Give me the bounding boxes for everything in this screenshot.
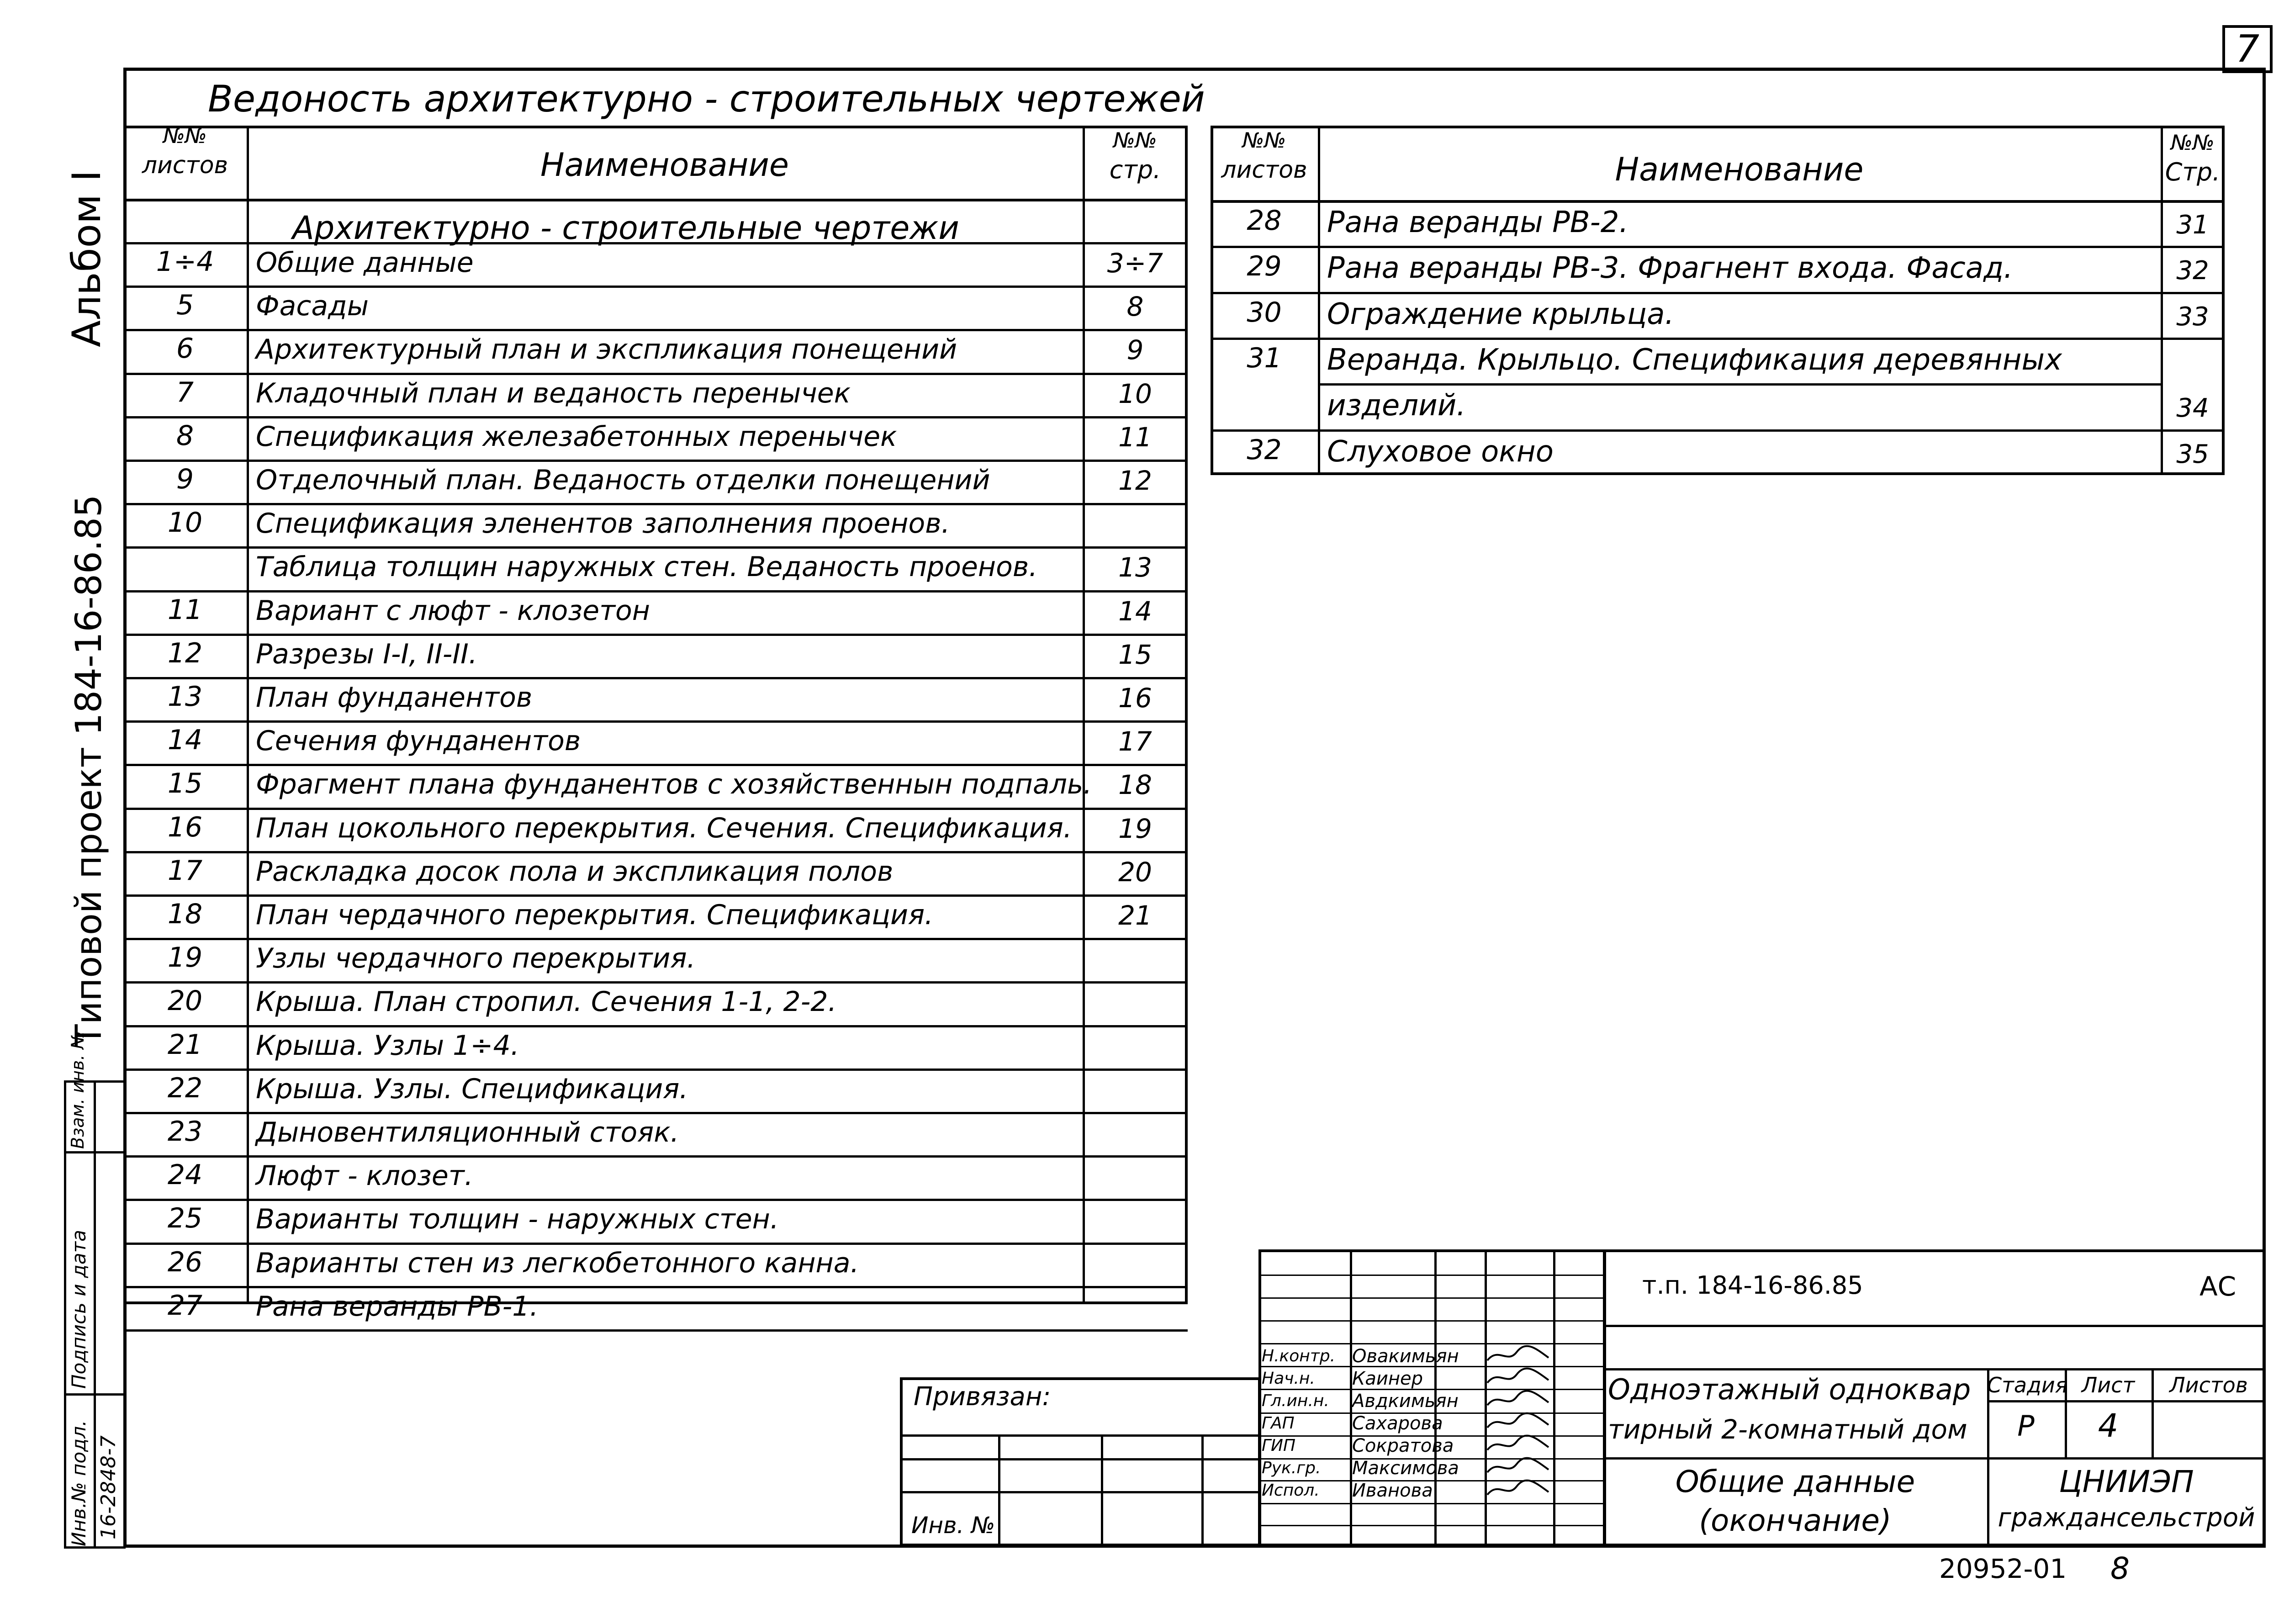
binding-line-1 [900, 1434, 1261, 1437]
sheet-number: 6 [176, 333, 194, 365]
row-line [1211, 338, 2225, 340]
stamp-grid-line [1258, 1297, 1606, 1299]
project-label: Типовой проект 184-16-86.85 [69, 494, 110, 1046]
sheet-name: Фрагмент плана фунданентов с хозяйственнын подпаль. [256, 768, 1092, 801]
right-col-sheet-h2: листов [1221, 156, 1307, 184]
title-block-line-3 [1603, 1457, 2266, 1460]
sheet-name: Сечения фунданентов [256, 725, 581, 757]
stage-mark: АС [2199, 1271, 2236, 1302]
stamp-grid-line [1258, 1389, 1606, 1390]
sheet-name: План цокольного перекрытия. Сечения. Спецификация. [256, 812, 1072, 844]
right-col-page-h2: Стр. [2165, 158, 2221, 186]
binding-inv-label: Инв. № [911, 1512, 995, 1539]
sheet-name: Таблица толщин наружных стен. Веданость проенов. [256, 551, 1038, 583]
sheet-name: Рана веранды РВ-3. Фрагнент входа. Фасад. [1327, 251, 2013, 286]
sheet-number: 28 [1247, 205, 1282, 237]
sheet-name: Общие данные [256, 247, 474, 279]
right-col-sheet-h1: №№ [1242, 128, 1286, 153]
left-table-header-line [123, 199, 1188, 201]
stamp-grid-line [1258, 1343, 1606, 1344]
sheet-name: Крыша. Узлы. Спецификация. [256, 1073, 688, 1105]
title-block-line-1 [1603, 1325, 2266, 1327]
sheet-number: 26 [167, 1246, 203, 1278]
sheet-number: 31 [1247, 342, 1282, 374]
role-person: Каинер [1352, 1368, 1423, 1389]
row-line [123, 894, 1188, 897]
row-line [123, 373, 1188, 375]
page-number: 11 [1118, 421, 1152, 453]
page-number: 19 [1118, 813, 1152, 844]
row-line [123, 416, 1188, 418]
sheet-number: 22 [167, 1072, 203, 1104]
binding-col-1 [998, 1434, 1000, 1546]
sheet-number: 21 [167, 1028, 203, 1061]
sheet-name: Рана веранды РВ-2. [1327, 206, 1628, 239]
organization-1: ЦНИИЭП [2059, 1464, 2194, 1499]
row-line [123, 286, 1188, 288]
sheet-name: Вариант с люфт - клозетон [256, 594, 650, 627]
sheet-title-1: Общие данные [1675, 1464, 1915, 1499]
row-line [123, 329, 1188, 331]
row-line [123, 242, 1188, 244]
page-number: 34 [2176, 393, 2209, 423]
page-number: 8 [1126, 291, 1144, 323]
row-line [1318, 383, 2161, 386]
sheet-number: 1÷4 [156, 246, 214, 278]
row-line [1211, 292, 2225, 294]
stamp-grid-line [1258, 1275, 1606, 1276]
sheet-number: 18 [167, 898, 203, 930]
role-title: Нач.н. [1262, 1369, 1315, 1388]
row-line [123, 764, 1188, 766]
row-line [1211, 429, 2225, 432]
col-stage-header: Стадия [1987, 1373, 2068, 1397]
signature-mark [1485, 1456, 1553, 1478]
right-table-header-line [1211, 200, 2225, 203]
sheet-number: 25 [167, 1202, 203, 1235]
left-col-name-header: Наименование [540, 146, 789, 184]
stamp-grid-line [1258, 1525, 1606, 1526]
sheet-number: 24 [167, 1159, 203, 1191]
row-line [123, 1069, 1188, 1071]
stamp-grid-line [1258, 1503, 1606, 1504]
role-title: Испол. [1262, 1481, 1320, 1500]
left-col-sheet-h2: листов [142, 152, 228, 179]
sheet-number: 11 [167, 593, 203, 626]
row-line [123, 460, 1188, 462]
row-line [123, 720, 1188, 723]
row-line [123, 1199, 1188, 1201]
sheet-number: 14 [167, 724, 203, 756]
role-person: Иванова [1352, 1480, 1433, 1501]
binding-col-3 [1201, 1434, 1204, 1546]
role-title: Рук.гр. [1262, 1459, 1321, 1477]
row-line [123, 1155, 1188, 1158]
sheet-number: 7 [176, 376, 194, 408]
row-line [123, 1286, 1188, 1288]
row-line [123, 1243, 1188, 1245]
sheet-name: Веранда. Крыльцо. Спецификация деревянных [1327, 343, 2062, 377]
row-line [123, 503, 1188, 505]
sheet-name: Крыша. Узлы 1÷4. [256, 1029, 519, 1062]
role-person: Овакимьян [1352, 1346, 1459, 1367]
sheet-name: Варианты толщин - наружных стен. [256, 1203, 779, 1236]
page-number: 20 [1118, 856, 1152, 888]
sheet-title-2: (окончание) [1699, 1503, 1892, 1538]
row-line [123, 1025, 1188, 1027]
col-sheets-header: Листов [2169, 1373, 2248, 1397]
row-line [123, 677, 1188, 679]
row-line [123, 1329, 1188, 1332]
row-line [123, 634, 1188, 636]
margin-stamp-col-3: Взам. инв. № [68, 1031, 88, 1149]
sheet-number: 32 [1247, 434, 1282, 466]
sheet-name: Варианты стен из легкобетонного канна. [256, 1247, 859, 1279]
sheet-name: Фасады [256, 290, 369, 323]
margin-stamp-line-2 [64, 1393, 126, 1396]
right-col-name-header: Наименование [1615, 151, 1864, 188]
footer-sheet-number: 8 [2110, 1551, 2130, 1586]
page-number: 9 [1126, 334, 1144, 366]
page-number: 31 [2176, 210, 2209, 240]
object-name-line-2: тирный 2-комнатный дом [1608, 1414, 1967, 1445]
sheet-number: 13 [167, 681, 203, 713]
margin-stamp-line-1 [64, 1151, 126, 1153]
sheet-number: 23 [167, 1116, 203, 1148]
binding-col-2 [1101, 1434, 1103, 1546]
sheet-number: 16 [167, 811, 203, 843]
sheet-name: Дыновентиляционный стояк. [256, 1116, 679, 1148]
binding-line-3 [900, 1491, 1261, 1493]
title-block-line-2 [1603, 1368, 2266, 1370]
sheet-number: 20 [167, 985, 203, 1017]
sheet-name: Рана веранды РВ-1. [256, 1290, 539, 1322]
role-title: ГАП [1262, 1414, 1295, 1433]
row-line [123, 1112, 1188, 1114]
row-line [123, 938, 1188, 940]
sheet-number: 5 [176, 289, 194, 322]
page-number: 33 [2176, 302, 2209, 332]
sheet-name: Люфт - клозет. [256, 1160, 473, 1192]
signature-mark [1485, 1411, 1553, 1433]
sheet-name: Спецификация эленентов заполнения проенов. [256, 508, 950, 540]
page-number: 18 [1118, 769, 1152, 801]
sheet-name: Крыша. План стропил. Сечения 1-1, 2-2. [256, 986, 837, 1018]
row-line [1211, 246, 2225, 248]
row-line [123, 981, 1188, 984]
project-code: т.п. 184-16-86.85 [1642, 1271, 1863, 1300]
binding-label: Привязан: [914, 1382, 1051, 1412]
sheet-name: Архитектурный план и экспликация понещений [256, 333, 957, 366]
sheet-number: 30 [1247, 296, 1282, 328]
page-number: 14 [1118, 595, 1152, 627]
sheet-number: 19 [167, 942, 203, 974]
margin-stamp-divider [94, 1080, 96, 1549]
sheet-name: Ограждение крыльца. [1327, 297, 1674, 331]
margin-stamp-col-2: Подпись и дата [68, 1230, 90, 1389]
role-person: Максимова [1352, 1458, 1459, 1479]
signature-mark [1485, 1389, 1553, 1411]
signature-mark [1485, 1366, 1553, 1388]
sheet-number: 29 [1247, 250, 1282, 283]
left-table-title: Ведоность архитектурно - строительных чертежей [208, 78, 1205, 120]
signature-mark [1485, 1344, 1553, 1366]
binding-line-2 [900, 1458, 1261, 1460]
role-title: Н.контр. [1262, 1347, 1336, 1365]
sheet-name: Слуховое окно [1327, 434, 1554, 469]
sheet-value: 4 [2098, 1407, 2119, 1444]
sheet-number: 17 [167, 854, 203, 887]
page-number: 15 [1118, 639, 1152, 670]
stamp-grid-col-4 [1553, 1249, 1555, 1546]
page-number: 35 [2176, 439, 2209, 469]
organization-2: граждансельстрой [1998, 1503, 2255, 1533]
stage-value: Р [2017, 1409, 2035, 1443]
role-person: Авдкимьян [1352, 1391, 1459, 1412]
role-person: Сократова [1352, 1435, 1454, 1456]
sheet-number: 9 [176, 463, 194, 495]
role-title: ГИП [1262, 1436, 1296, 1455]
signature-mark [1485, 1434, 1553, 1455]
margin-stamp-col-1: Инв.№ подл. [68, 1420, 90, 1546]
page-number: 12 [1118, 465, 1152, 496]
album-label: Альбом I [64, 170, 110, 347]
role-title: Гл.ин.н. [1262, 1391, 1329, 1410]
row-line [123, 851, 1188, 853]
left-col-page-h1: №№ [1113, 128, 1157, 153]
col-sheet-header: Лист [2081, 1373, 2135, 1397]
title-block-sub-line [1987, 1400, 2266, 1402]
page-number: 16 [1118, 682, 1152, 714]
role-person: Сахарова [1352, 1413, 1443, 1434]
sheet-number: 15 [167, 767, 203, 800]
row-line [123, 808, 1188, 810]
sheet-name: изделий. [1327, 389, 1466, 423]
sheet-name: Раскладка досок пола и экспликация полов [256, 855, 894, 888]
stamp-grid-line [1258, 1320, 1606, 1322]
sheet-number: 27 [167, 1289, 203, 1322]
sheet-name: Разрезы I-I, II-II. [256, 638, 477, 670]
page-number: 32 [2176, 256, 2209, 286]
sheet-name: План фунданентов [256, 682, 533, 714]
sheet-name: Узлы чердачного перекрытия. [256, 942, 696, 975]
left-col-sheet-h1: №№ [163, 123, 207, 148]
page-number: 10 [1118, 378, 1152, 409]
page-number: 21 [1118, 900, 1152, 931]
sheet-name: Отделочный план. Веданость отделки понещений [256, 464, 990, 496]
sheet-name: Спецификация железабетонных перенычек [256, 420, 897, 453]
sheet-number: 8 [176, 419, 194, 452]
page-number: 13 [1118, 552, 1152, 583]
margin-inv-number: 16-2848-7 [97, 1435, 120, 1539]
sheet-number: 12 [167, 637, 203, 669]
page-number: 17 [1118, 726, 1152, 757]
left-section-heading: Архитектурно - строительные чертежи [292, 209, 959, 247]
sheet-name: План чердачного перекрытия. Спецификация. [256, 899, 934, 931]
archive-number: 20952-01 [1939, 1553, 2067, 1584]
left-table-col-divider-1 [247, 126, 249, 1304]
sheet-number: 10 [167, 507, 203, 539]
row-line [123, 590, 1188, 592]
left-col-page-h2: стр. [1109, 155, 1161, 184]
signature-mark [1485, 1478, 1553, 1500]
page-number: 7 [2235, 27, 2260, 71]
sheet-name: Кладочный план и веданость перенычек [256, 377, 851, 409]
row-line [123, 546, 1188, 549]
object-name-line-1: Одноэтажный одноквар [1608, 1373, 1971, 1406]
right-col-page-h1: №№ [2171, 130, 2215, 155]
page-number: 3÷7 [1107, 248, 1163, 279]
